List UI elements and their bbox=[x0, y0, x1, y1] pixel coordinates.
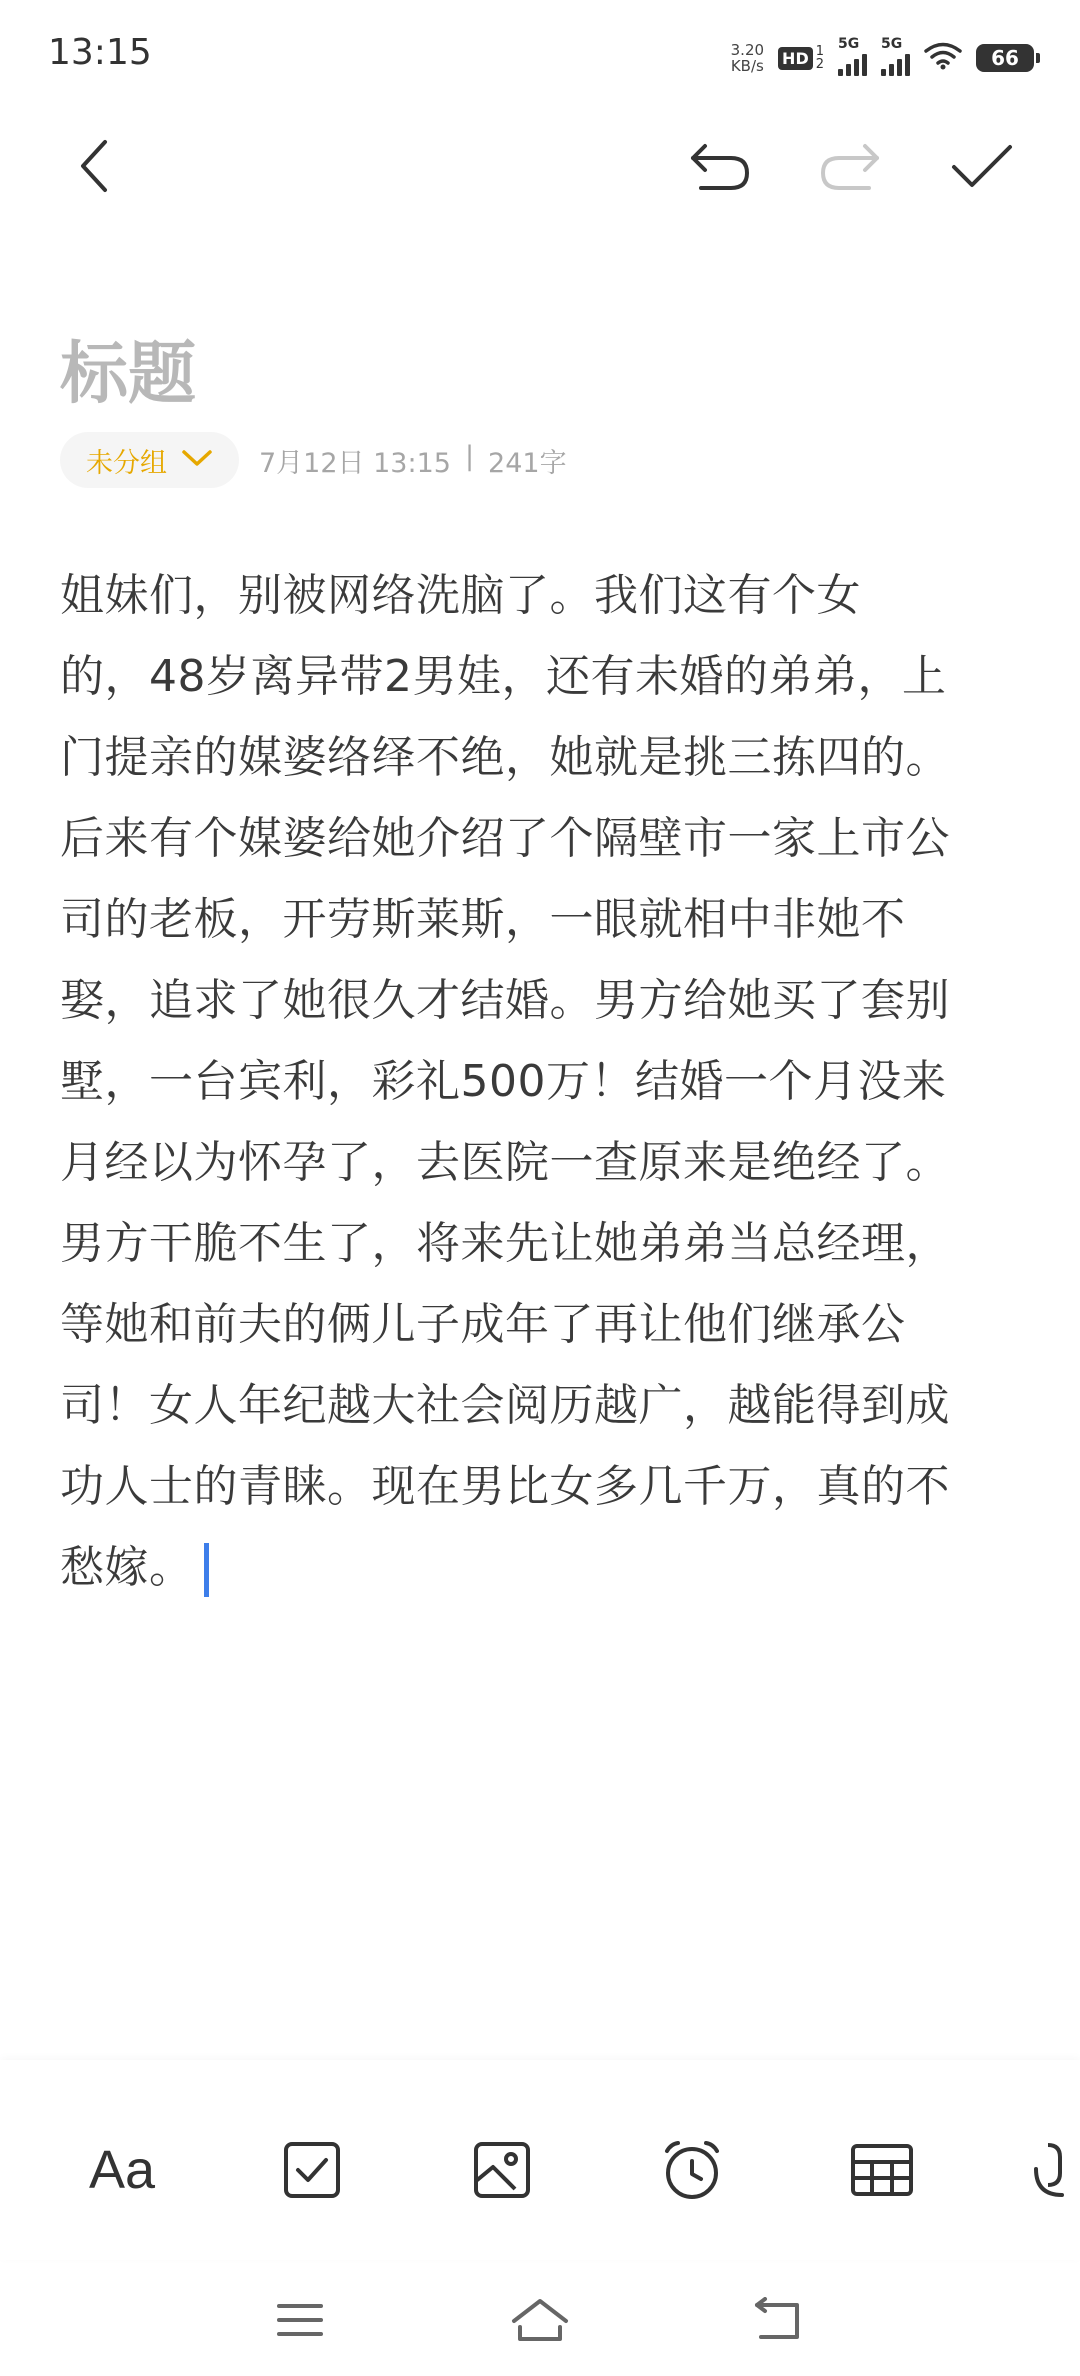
body-line: 姐妹们，别被网络洗脑了。我们这有个女 bbox=[60, 570, 861, 621]
table-icon[interactable] bbox=[842, 2130, 922, 2210]
note-meta bbox=[60, 432, 567, 488]
checklist-icon[interactable] bbox=[272, 2130, 352, 2210]
body-line: 愁嫁。 bbox=[60, 1542, 194, 1593]
body-line: 娶，追求了她很久才结婚。男方给她买了套别 bbox=[60, 975, 950, 1026]
font-label: Aa bbox=[88, 2140, 156, 2200]
meta-separator: | bbox=[464, 440, 475, 472]
body-line: 等她和前夫的俩儿子成年了再让他们继承公 bbox=[60, 1299, 906, 1350]
network-speed-unit: KB/s bbox=[730, 57, 764, 75]
body-line: 司的老板，开劳斯莱斯，一眼就相中非她不 bbox=[60, 894, 906, 945]
status-bar bbox=[0, 0, 1080, 110]
body-line: 门提亲的媒婆络绎不绝，她就是挑三拣四的。 bbox=[60, 732, 950, 783]
back-icon[interactable] bbox=[55, 126, 135, 206]
body-line: 后来有个媒婆给她介绍了个隔壁市一家上市公 bbox=[60, 813, 950, 864]
group-selector[interactable] bbox=[60, 432, 239, 488]
image-icon[interactable] bbox=[462, 2130, 542, 2210]
top-toolbar bbox=[0, 120, 1080, 220]
body-line: 月经以为怀孕了，去医院一查原来是绝经了。 bbox=[60, 1137, 950, 1188]
hd-voice-icon bbox=[778, 45, 824, 71]
group-label: 未分组 bbox=[86, 447, 167, 479]
font-icon[interactable] bbox=[82, 2130, 162, 2210]
signal-icon-sim2 bbox=[881, 36, 910, 76]
note-body-editor[interactable] bbox=[60, 555, 1025, 1608]
alarm-icon[interactable] bbox=[652, 2130, 732, 2210]
undo-icon[interactable] bbox=[680, 126, 760, 206]
title-input[interactable]: 标题 bbox=[60, 335, 197, 414]
body-line: 墅，一台宾利，彩礼500万！结婚一个月没来 bbox=[60, 1056, 947, 1107]
hd-label: HD bbox=[778, 47, 813, 70]
note-info bbox=[259, 441, 567, 480]
hd-sub-bottom: 2 bbox=[815, 57, 824, 72]
chevron-down-icon bbox=[181, 448, 213, 472]
home-icon[interactable] bbox=[500, 2280, 580, 2360]
status-time: 13:15 bbox=[48, 32, 152, 73]
battery-level: 66 bbox=[991, 46, 1019, 70]
wifi-icon bbox=[924, 42, 962, 74]
network-speed-value: 3.20 bbox=[730, 41, 765, 59]
body-line: 功人士的青睐。现在男比女多几千万，真的不 bbox=[60, 1461, 950, 1512]
note-datetime: 7月12日 13:15 bbox=[259, 447, 451, 479]
menu-icon[interactable] bbox=[260, 2280, 340, 2360]
hd-sim-indicator bbox=[816, 45, 824, 71]
check-icon[interactable] bbox=[942, 126, 1022, 206]
body-line: 男方干脆不生了，将来先让她弟弟当总经理， bbox=[60, 1218, 950, 1269]
system-navigation-bar bbox=[0, 2260, 1080, 2376]
battery-icon bbox=[976, 44, 1034, 72]
signal-icon-sim1 bbox=[838, 36, 867, 76]
microphone-icon[interactable] bbox=[1030, 2130, 1080, 2210]
signal2-label: 5G bbox=[881, 36, 903, 52]
editor-toolbar bbox=[0, 2060, 1080, 2260]
redo-icon[interactable] bbox=[810, 126, 890, 206]
word-count: 241字 bbox=[488, 447, 567, 479]
network-speed bbox=[731, 42, 764, 74]
return-icon[interactable] bbox=[738, 2280, 818, 2360]
body-line: 的，48岁离异带2男娃，还有未婚的弟弟，上 bbox=[60, 651, 947, 702]
signal1-label: 5G bbox=[838, 36, 860, 52]
status-icons bbox=[731, 38, 1034, 78]
hd-sub-top: 1 bbox=[815, 44, 824, 59]
text-cursor bbox=[204, 1543, 209, 1597]
body-line: 司！女人年纪越大社会阅历越广，越能得到成 bbox=[60, 1380, 950, 1431]
